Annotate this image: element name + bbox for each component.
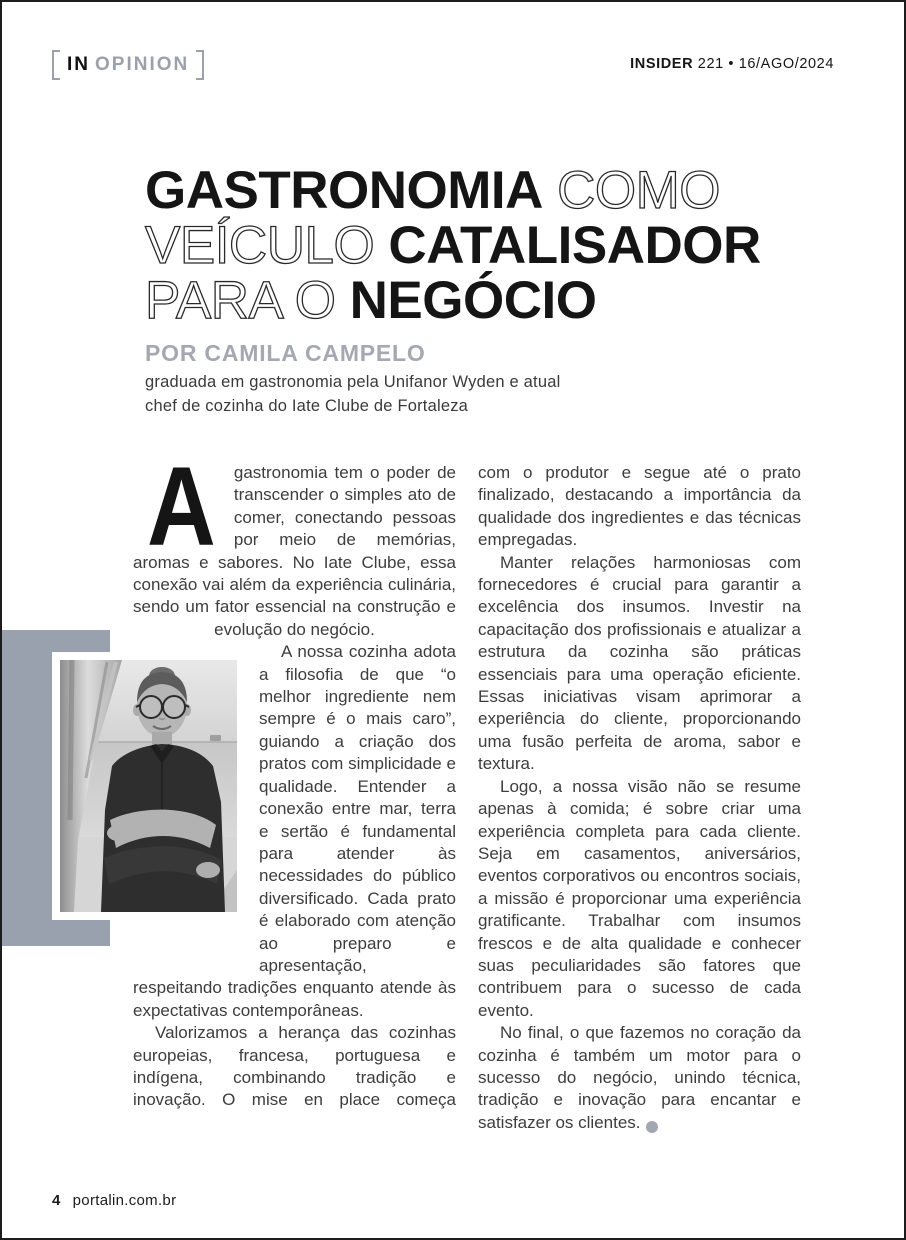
section-logo — [52, 50, 204, 80]
author-photo — [60, 660, 237, 912]
title-thin-segment: COMO — [557, 161, 720, 220]
footer-page-number: 4 — [52, 1192, 61, 1209]
footer-site-url: portalin.com.br — [72, 1192, 177, 1209]
paragraph: Logo, a nossa visão não se resume apenas à comida; é sobre criar uma experiência completa para cada cliente. Seja em casamentos, aniversários, eventos corporativos ou encontros sociais, a missão é proporcionar uma experiência gratificante. Trabalhar com insumos frescos e de alta qualidade e conhecer suas peculiaridades são fatores que contribuem para o sucesso de cada evento. — [478, 776, 801, 1020]
magazine-name: INSIDER — [630, 56, 694, 72]
byline-bio-line: graduada em gastronomia pela Unifanor Wyden e atual — [145, 373, 561, 391]
paragraph: Valorizamos a herança das cozinhas europeias, francesa, portuguesa e indígena, combinando tradição e inovação. O mise en place começa — [133, 1023, 456, 1110]
page-footer — [52, 1192, 176, 1209]
paragraph-text: No final, o que fazemos no coração da cozinha é também um motor para o sucesso do negócio, unindo técnica, tradição e inovação para encantar e satisfazer os clientes. — [478, 1023, 801, 1132]
byline-bio-line: chef de cozinha do Iate Clube de Fortaleza — [145, 397, 469, 415]
title-thin-segment: VEÍCULO — [145, 216, 375, 275]
bracket-left-icon — [52, 50, 60, 80]
paragraph: com o produtor e segue até o prato finalizado, destacando a importância da qualidade dos ingredientes e das técnicas empregadas. — [478, 463, 801, 550]
end-of-article-icon: ✳ — [646, 1121, 658, 1133]
bracket-right-icon — [196, 50, 204, 80]
paragraph: Manter relações harmoniosas com fornecedores é crucial para garantir a excelência dos insumos. Investir na capacitação dos profissionais e atualizar a estrutura da cozinha são práticas essenciais para uma operação eficiente. Essas iniciativas visam aprimorar a experiência do cliente, proporcionando uma fusão perfeita de aroma, sabor e textura. — [478, 552, 801, 774]
title-bold-segment: NEGÓCIO — [349, 271, 597, 330]
issue-info — [630, 56, 834, 72]
title-line-2 — [145, 218, 761, 273]
column-right — [478, 462, 801, 1134]
paragraph-text: gastronomia tem o poder de transcender o simples ato de comer, conectando pessoas por meio de memórias, aromas e sabores. No Iate Clube, essa conexão vai além da experiência culinária, sendo um fator essencial na construção e evolução do negócio. — [133, 463, 456, 639]
issue-number-date: 221 • 16/AGO/2024 — [697, 56, 834, 72]
paragraph — [133, 444, 456, 641]
logo-prefix: IN — [67, 54, 90, 75]
author-photo-frame — [52, 652, 245, 920]
logo-label: OPINION — [95, 54, 190, 75]
drop-cap: A — [147, 444, 216, 569]
title-thin-segment: PARA O — [145, 271, 336, 330]
title-line-1 — [145, 163, 761, 218]
title-bold-segment: CATALISADOR — [388, 216, 761, 275]
paragraph — [478, 1022, 801, 1134]
title-bold-segment: GASTRONOMIA — [145, 161, 543, 220]
byline-bio — [145, 370, 560, 418]
title-line-3 — [145, 273, 761, 328]
paragraph: A nossa cozinha adota a filosofia de que “o melhor ingrediente nem sempre é o mais caro”, guiando a criação dos pratos com simplicidade e qualidade. Entender a conexão entre mar, terra e sertão é fundamental para atender às necessidades do público diversificado. Cada prato é elaborado com atenção ao preparo e apresentação, respeitando tradições enquanto atende às expectativas contemporâneas. — [133, 642, 456, 1020]
byline-author: POR CAMILA CAMPELO — [145, 340, 426, 366]
article-title — [145, 163, 761, 328]
